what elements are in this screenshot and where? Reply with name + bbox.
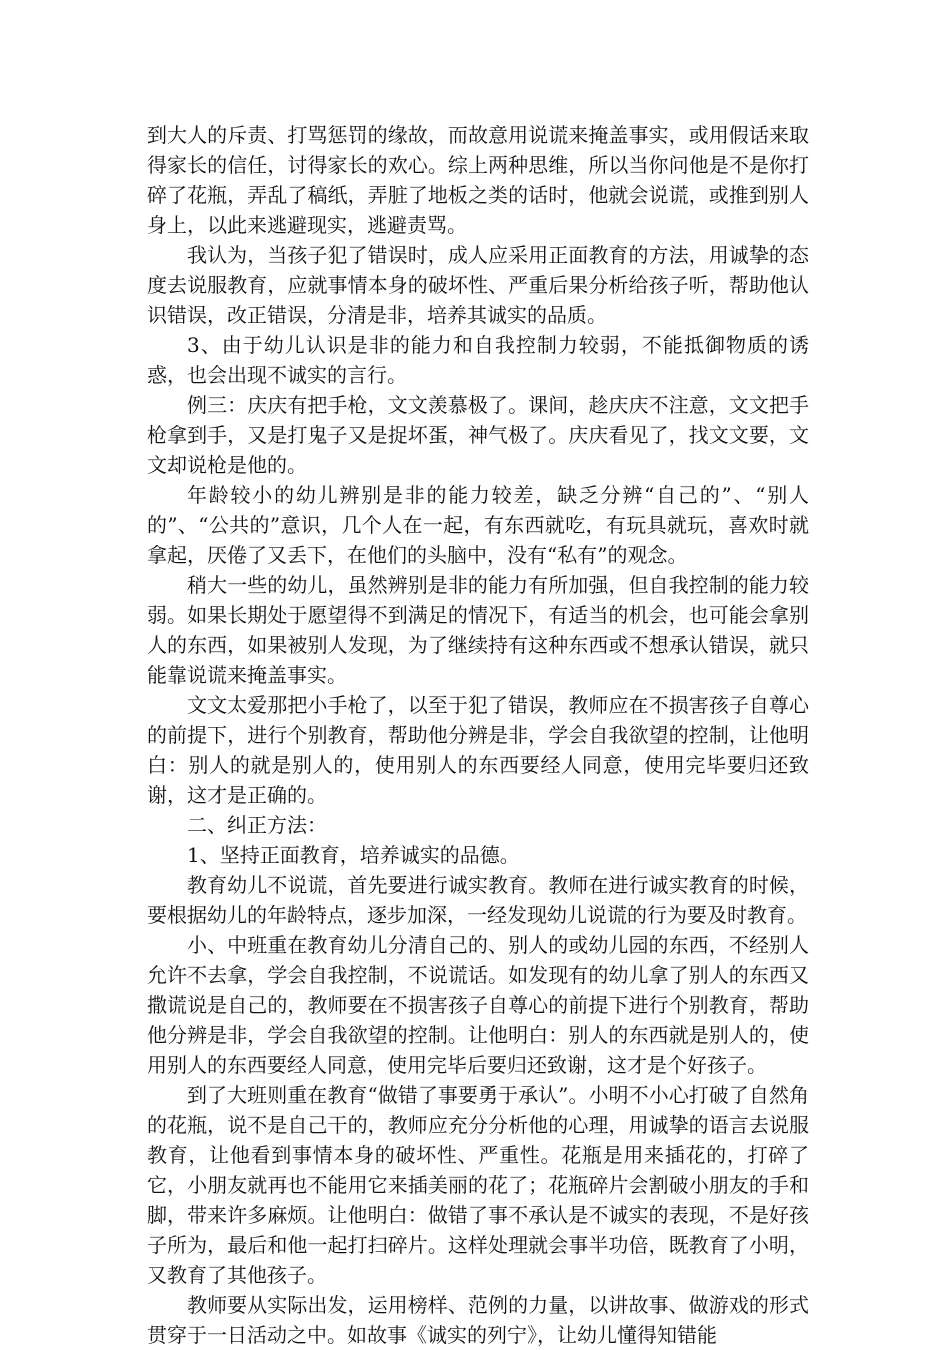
paragraph: 教师要从实际出发，运用榜样、范例的力量，以讲故事、做游戏的形式贯穿于一日活动之中。如故事《诚实的列宁》，让幼儿懂得知错能 bbox=[147, 1293, 809, 1347]
paragraph-example: 例三：庆庆有把手枪，文文羡慕极了。课间，趁庆庆不注意，文文把手枪拿到手，又是打鬼子又是捉坏蛋，神气极了。庆庆看见了，找文文要，文文却说枪是他的。 bbox=[147, 393, 809, 477]
paragraph: 文文太爱那把小手枪了，以至于犯了错误，教师应在不损害孩子自尊心的前提下，进行个别教育，帮助他分辨是非，学会自我欲望的控制，让他明白：别人的就是别人的，使用别人的东西要经人同意，使用完毕要归还致谢，这才是正确的。 bbox=[147, 693, 809, 807]
paragraph: 小、中班重在教育幼儿分清自己的、别人的或幼儿园的东西，不经别人允许不去拿，学会自我控制，不说谎话。如发现有的幼儿拿了别人的东西又撒谎说是自己的，教师要在不损害孩子自尊心的前提下进行个别教育，帮助他分辨是非，学会自我欲望的控制。让他明白：别人的东西就是别人的，使用别人的东西要经人同意，使用完毕后要归还致谢，这才是个好孩子。 bbox=[147, 933, 809, 1077]
paragraph: 稍大一些的幼儿，虽然辨别是非的能力有所加强，但自我控制的能力较弱。如果长期处于愿望得不到满足的情况下，有适当的机会，也可能会拿别人的东西，如果被别人发现，为了继续持有这种东西或不想承认错误，就只能靠说谎来掩盖事实。 bbox=[147, 573, 809, 687]
paragraph-continued: 到大人的斥责、打骂惩罚的缘故，而故意用说谎来掩盖事实，或用假话来取得家长的信任，讨得家长的欢心。综上两种思维，所以当你问他是不是你打碎了花瓶，弄乱了稿纸，弄脏了地板之类的话时，他就会说谎，或推到别人身上，以此来逃避现实，逃避责骂。 bbox=[147, 123, 809, 237]
paragraph: 3、由于幼儿认识是非的能力和自我控制力较弱，不能抵御物质的诱惑，也会出现不诚实的言行。 bbox=[147, 333, 809, 387]
paragraph: 我认为，当孩子犯了错误时，成人应采用正面教育的方法，用诚挚的态度去说服教育，应就事情本身的破坏性、严重后果分析给孩子听，帮助他认识错误，改正错误，分清是非，培养其诚实的品质。 bbox=[147, 243, 809, 327]
subsection-heading: 1、坚持正面教育，培养诚实的品德。 bbox=[187, 843, 520, 867]
section-heading: 二、纠正方法： bbox=[187, 813, 327, 837]
paragraph: 到了大班则重在教育“做错了事要勇于承认”。小明不小心打破了自然角的花瓶，说不是自己干的，教师应充分分析他的心理，用诚挚的语言去说服教育，让他看到事情本身的破坏性、严重性。花瓶是用来插花的，打碎了它，小朋友就再也不能用它来插美丽的花了；花瓶碎片会割破小朋友的手和脚，带来许多麻烦。让他明白：做错了事不承认是不诚实的表现，不是好孩子所为，最后和他一起打扫碎片。这样处理就会事半功倍，既教育了小明，又教育了其他孩子。 bbox=[147, 1083, 809, 1287]
document-body bbox=[147, 120, 809, 1350]
paragraph: 教育幼儿不说谎，首先要进行诚实教育。教师在进行诚实教育的时候，要根据幼儿的年龄特点，逐步加深，一经发现幼儿说谎的行为要及时教育。 bbox=[147, 873, 809, 927]
paragraph: 年龄较小的幼儿辨别是非的能力较差，缺乏分辨“自己的”、“别人的”、“公共的”意识，几个人在一起，有东西就吃，有玩具就玩，喜欢时就拿起，厌倦了又丢下，在他们的头脑中，没有“私有”的观念。 bbox=[147, 483, 809, 567]
